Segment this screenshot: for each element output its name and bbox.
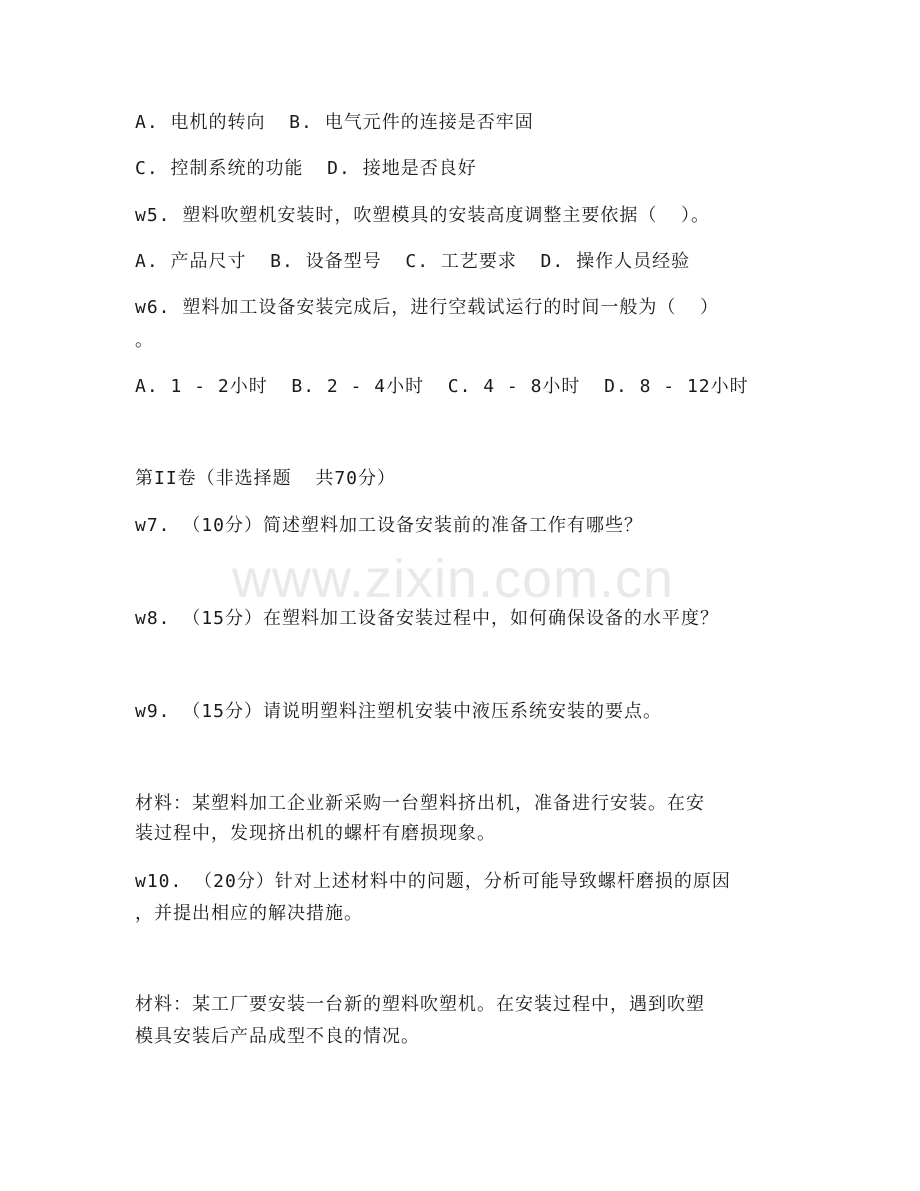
watermark: www.zixin.com.cn: [232, 549, 675, 609]
material-1-line-2: 装过程中，发现挤出机的螺杆有磨损现象。: [135, 823, 496, 844]
q4-options-line-1: A. 电机的转向 B. 电气元件的连接是否牢固: [135, 112, 534, 133]
question-w6-continued: 。: [135, 330, 154, 351]
q6-options: A. 1 - 2小时 B. 2 - 4小时 C. 4 - 8小时 D. 8 - 12小时: [135, 376, 749, 397]
question-w10-continued: ，并提出相应的解决措施。: [135, 903, 363, 924]
section-title: 第II卷（非选择题 共70分）: [135, 468, 397, 489]
material-2-line-1: 材料：某工厂要安装一台新的塑料吹塑机。在安装过程中，遇到吹塑: [135, 994, 705, 1015]
material-1-line-1: 材料：某塑料加工企业新采购一台塑料挤出机，准备进行安装。在安: [135, 793, 705, 814]
question-w8: w8. （15分）在塑料加工设备安装过程中，如何确保设备的水平度？: [135, 608, 720, 629]
q5-options: A. 产品尺寸 B. 设备型号 C. 工艺要求 D. 操作人员经验: [135, 251, 691, 272]
material-2-line-2: 模具安装后产品成型不良的情况。: [135, 1026, 420, 1047]
q4-options-line-2: C. 控制系统的功能 D. 接地是否良好: [135, 158, 477, 179]
question-w6: w6. 塑料加工设备安装完成后，进行空载试运行的时间一般为（ ）: [135, 297, 720, 318]
question-w10: w10. （20分）针对上述材料中的问题，分析可能导致螺杆磨损的原因: [135, 871, 731, 892]
question-w7: w7. （10分）简述塑料加工设备安装前的准备工作有哪些？: [135, 515, 644, 536]
question-w9: w9. （15分）请说明塑料注塑机安装中液压系统安装的要点。: [135, 701, 663, 722]
question-w5: w5. 塑料吹塑机安装时，吹塑模具的安装高度调整主要依据（ ）。: [135, 205, 711, 226]
